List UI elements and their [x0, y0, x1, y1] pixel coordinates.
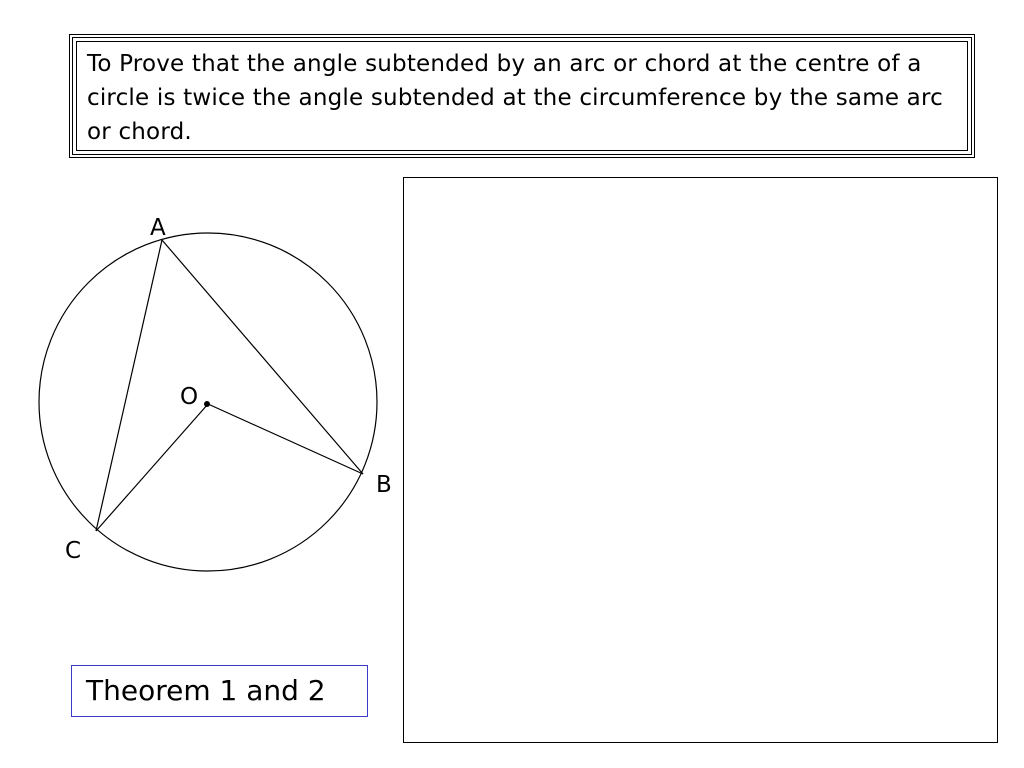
title-text: To Prove that the angle subtended by an arc or chord at the centre of a circle is twice the angle subtended at the circumference by the same arc or chord. — [87, 51, 943, 145]
label-b: B — [376, 472, 392, 498]
chord-ac — [96, 240, 162, 531]
chord-ab — [162, 240, 363, 474]
blank-work-area — [403, 177, 998, 743]
circle-diagram — [0, 0, 400, 600]
radius-ob — [208, 404, 363, 474]
label-o: O — [180, 384, 199, 410]
label-c: C — [65, 538, 82, 564]
centre-point — [204, 401, 210, 407]
radius-oc — [96, 404, 208, 531]
label-a: A — [150, 215, 166, 241]
theorem-box — [71, 665, 368, 717]
theorem-label: Theorem 1 and 2 — [86, 674, 326, 707]
